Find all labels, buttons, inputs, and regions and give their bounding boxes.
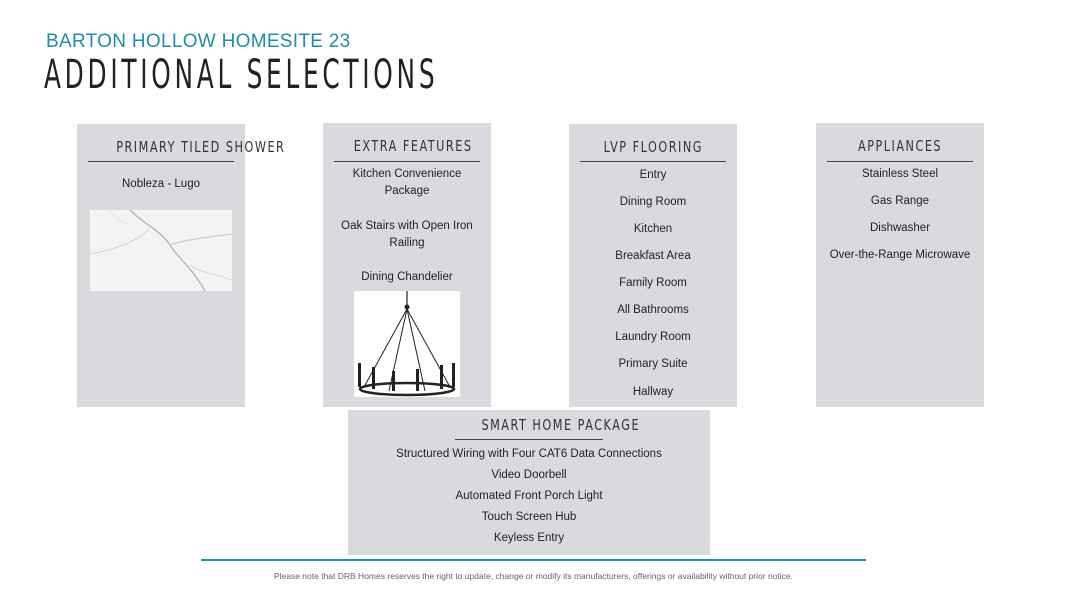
panel-heading-text: APPLIANCES [857, 137, 943, 155]
footer-divider [201, 559, 866, 561]
list-item: Dishwasher [869, 222, 931, 234]
list-item: Family Room [619, 277, 687, 289]
list-item: Nobleza - Lugo [122, 178, 200, 190]
list-item: Entry [639, 169, 667, 181]
chandelier-image [354, 291, 460, 397]
list-item: Gas Range [870, 195, 930, 207]
panel-heading-text: SMART HOME PACKAGE [481, 416, 641, 434]
list-item: Touch Screen Hub [481, 511, 577, 523]
footer-disclaimer: Please note that DRB Homes reserves the right to update, change or modify its manufacturers, offerings or availability without prior notice. [273, 571, 794, 581]
panel-primary-tiled-shower [77, 124, 286, 407]
list-item: Breakfast Area [615, 250, 691, 262]
list-item: Over-the-Range Microwave [829, 249, 971, 261]
panel-heading [88, 138, 286, 162]
panel-heading [334, 137, 480, 162]
panel-heading [827, 137, 973, 162]
panel-heading [580, 138, 726, 162]
panel-heading-text: LVP FLOORING [603, 138, 703, 156]
list-item: Dining Chandelier [361, 271, 453, 283]
marble-tile-image [90, 210, 232, 291]
list-item: Kitchen Convenience Package [352, 168, 462, 197]
list-item: Kitchen [633, 223, 673, 235]
panel-lvp-flooring [569, 124, 737, 407]
panel-heading-text: EXTRA FEATURES [353, 137, 473, 155]
panel-appliances [816, 123, 984, 407]
panel-extra-features [323, 123, 491, 407]
panel-smart-home-package [348, 410, 710, 555]
list-item: Video Doorbell [491, 469, 567, 481]
list-item: Keyless Entry [493, 532, 565, 544]
list-item: Dining Room [619, 196, 687, 208]
list-item: Oak Stairs with Open Iron Railing [341, 220, 473, 249]
list-item: Primary Suite [618, 358, 688, 370]
page-title: ADDITIONAL SELECTIONS [44, 52, 439, 98]
list-item: Automated Front Porch Light [455, 490, 603, 502]
panel-heading-text: PRIMARY TILED SHOWER [116, 138, 286, 156]
panel-heading [455, 416, 641, 440]
list-item: Stainless Steel [861, 168, 939, 180]
list-item: All Bathrooms [617, 304, 689, 316]
list-item: Structured Wiring with Four CAT6 Data Connections [396, 448, 662, 460]
list-item: Laundry Room [615, 331, 691, 343]
list-item: Hallway [632, 386, 674, 398]
page-subtitle: BARTON HOLLOW HOMESITE 23 [46, 31, 351, 52]
